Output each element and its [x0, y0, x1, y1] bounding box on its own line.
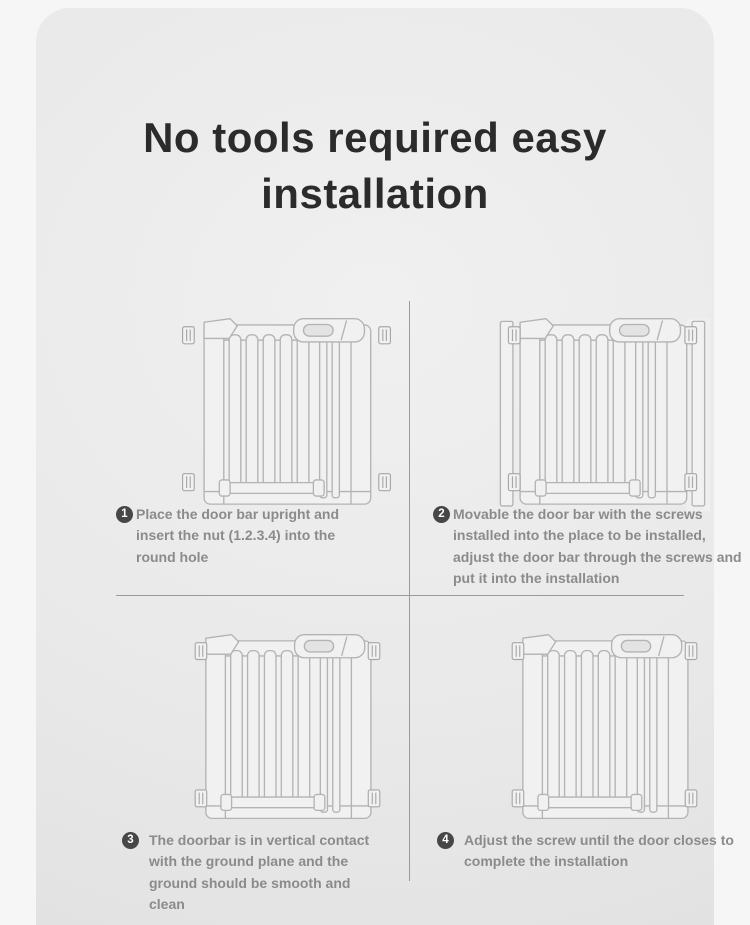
step-caption-1	[116, 504, 368, 568]
safety-gate-installed-icon	[498, 632, 711, 829]
step-text-4: Adjust the screw until the door closes to complete the installation	[464, 832, 734, 870]
horizontal-divider	[116, 595, 684, 596]
step-number-badge-2: 2	[433, 506, 450, 523]
vertical-divider	[409, 301, 410, 881]
step-number-badge-4: 4	[437, 832, 454, 849]
safety-gate-screws-attached-icon	[181, 632, 394, 829]
content-card	[36, 8, 742, 925]
step-caption-3	[122, 830, 389, 915]
page-title	[36, 110, 714, 222]
step-text-2: Movable the door bar with the screws installed into the place to be installed, adjust the door bar through the screws and put it into the installation	[453, 506, 742, 586]
step-caption-4	[437, 830, 750, 873]
safety-gate-between-walls-icon	[495, 316, 710, 515]
step-text-3: The doorbar is in vertical contact with the ground plane and the ground should be smooth and clean	[149, 832, 370, 912]
step-text-1: Place the door bar upright and insert the nut (1.2.3.4) into the round hole	[136, 506, 340, 565]
safety-gate-with-loose-screws-icon	[179, 316, 394, 515]
step-number-badge-3: 3	[122, 832, 139, 849]
page-title-line-1: No tools required easy	[143, 114, 607, 162]
page-title-line-2: installation	[261, 169, 489, 217]
step-caption-2	[433, 504, 745, 589]
step-number-badge-1: 1	[116, 506, 133, 523]
